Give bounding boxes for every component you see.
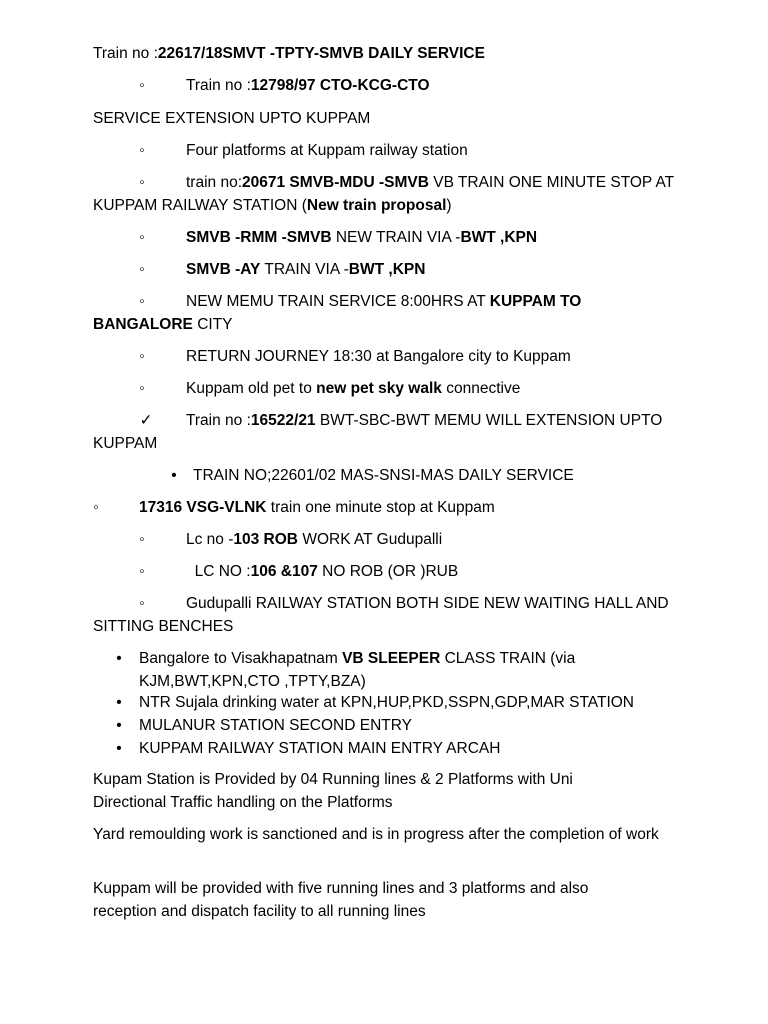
line-train-16522: Train no :16522/21 BWT-SBC-BWT MEMU WILL EXTENSION UPTO KUPPAM [93, 412, 663, 452]
line-sky-walk: Kuppam old pet to new pet sky walk connective [186, 380, 521, 397]
bullet-icon: • [171, 467, 177, 484]
bullet-icon: • [116, 717, 122, 734]
line-service-extension: SERVICE EXTENSION UPTO KUPPAM [93, 110, 371, 127]
line-lc-103: Lc no -103 ROB WORK AT Gudupalli [186, 531, 443, 548]
circle-bullet-icon: ◦ [139, 595, 145, 612]
circle-bullet-icon: ◦ [139, 174, 145, 191]
bullet-icon: • [116, 650, 122, 667]
circle-bullet-icon: ◦ [139, 563, 145, 580]
circle-bullet-icon: ◦ [139, 229, 145, 246]
circle-bullet-icon: ◦ [139, 77, 145, 94]
line-train-22601: TRAIN NO;22601/02 MAS-SNSI-MAS DAILY SERVICE [193, 467, 574, 484]
line-train-17316: 17316 VSG-VLNK train one minute stop at Kuppam [139, 499, 495, 516]
line-smvb-ay: SMVB -AY TRAIN VIA -BWT ,KPN [186, 261, 426, 278]
circle-bullet-icon: ◦ [139, 380, 145, 397]
line-train-22617: Train no :22617/18SMVT -TPTY-SMVB DAILY SERVICE [93, 45, 485, 62]
line-train-20671: train no:20671 SMVB-MDU -SMVB VB TRAIN ONE MINUTE STOP AT KUPPAM RAILWAY STATION (New train proposal) [93, 174, 674, 214]
line-train-12798: Train no :12798/97 CTO-KCG-CTO [186, 77, 430, 94]
line-lc-106: LC NO :106 &107 NO ROB (OR )RUB [186, 563, 459, 580]
bullet-icon: • [116, 694, 122, 711]
bullet-icon: • [116, 740, 122, 757]
circle-bullet-icon: ◦ [93, 499, 99, 516]
circle-bullet-icon: ◦ [139, 142, 145, 159]
line-four-platforms: Four platforms at Kuppam railway station [186, 142, 468, 159]
circle-bullet-icon: ◦ [139, 348, 145, 365]
list-item-vb-sleeper: Bangalore to Visakhapatnam VB SLEEPER CLASS TRAIN (via KJM,BWT,KPN,CTO ,TPTY,BZA) [139, 650, 576, 690]
checkmark-icon: ✓ [139, 412, 153, 429]
circle-bullet-icon: ◦ [139, 531, 145, 548]
line-return-journey: RETURN JOURNEY 18:30 at Bangalore city to Kuppam [186, 348, 571, 365]
line-smvb-rmm: SMVB -RMM -SMVB NEW TRAIN VIA -BWT ,KPN [186, 229, 538, 246]
circle-bullet-icon: ◦ [139, 261, 145, 278]
circle-bullet-icon: ◦ [139, 293, 145, 310]
list-item-mulanur: MULANUR STATION SECOND ENTRY [139, 717, 412, 734]
line-new-memu: NEW MEMU TRAIN SERVICE 8:00HRS AT KUPPAM TO BANGALORE CITY [93, 293, 582, 333]
paragraph-yard-remoulding: Yard remoulding work is sanctioned and is in progress after the completion of work [93, 826, 659, 843]
list-item-kuppam-arch: KUPPAM RAILWAY STATION MAIN ENTRY ARCAH [139, 740, 501, 757]
list-item-ntr-sujala: NTR Sujala drinking water at KPN,HUP,PKD,SSPN,GDP,MAR STATION [139, 694, 635, 711]
paragraph-five-running-lines: Kuppam will be provided with five running lines and 3 platforms and also reception and dispatch facility to all running lines [93, 880, 589, 920]
paragraph-kupam-station: Kupam Station is Provided by 04 Running lines & 2 Platforms with Uni Directional Traffic handling on the Platforms [93, 771, 573, 811]
line-gudupalli-waiting-hall: Gudupalli RAILWAY STATION BOTH SIDE NEW WAITING HALL AND SITTING BENCHES [93, 595, 669, 635]
